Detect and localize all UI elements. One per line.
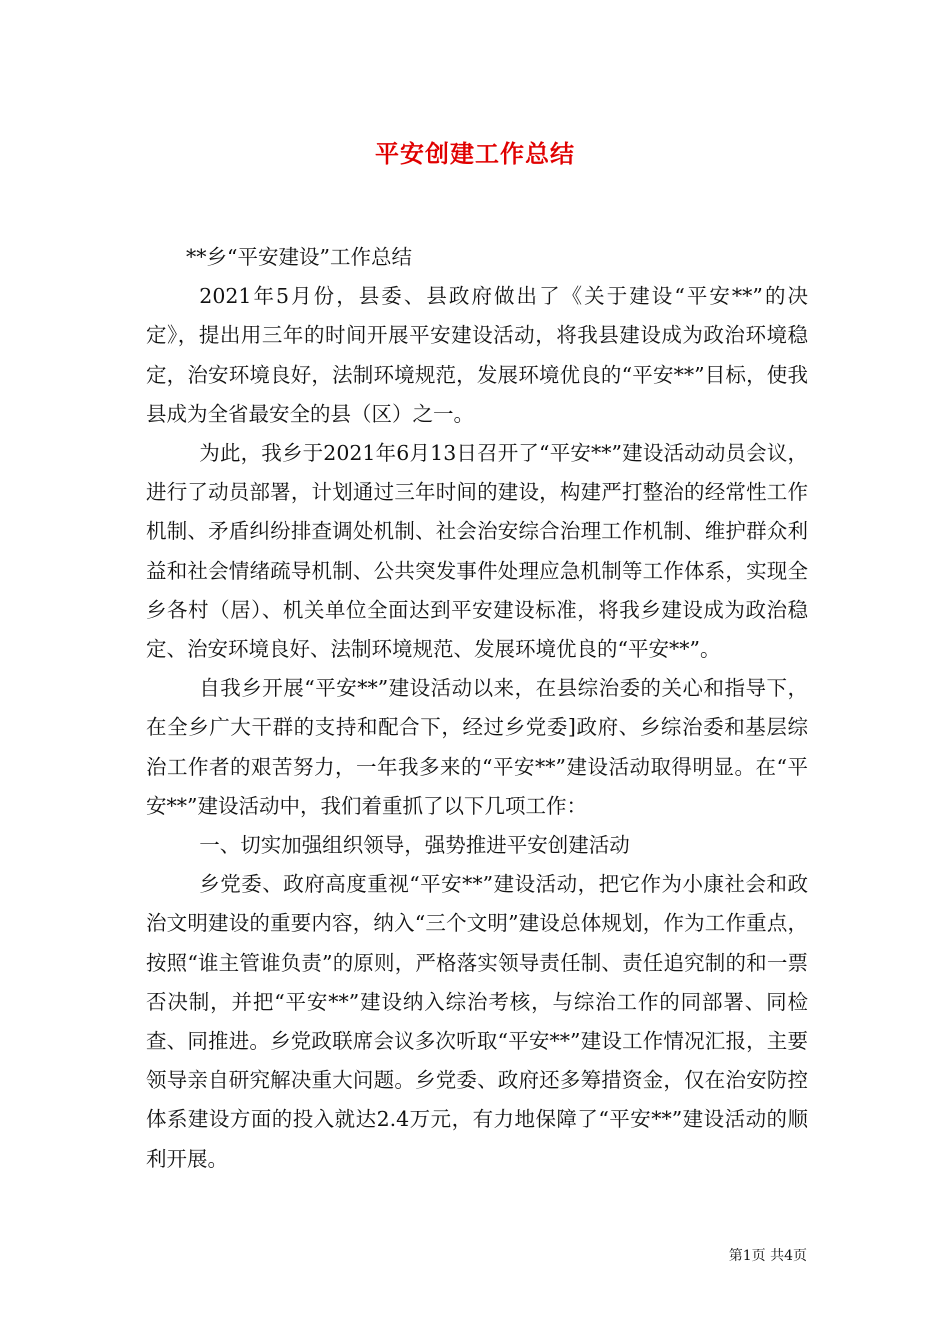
paragraph-progress: 自我乡开展“平安**”建设活动以来，在县综治委的关心和指导下，在全乡广大干群的支持和配合下，经过乡党委]政府、乡综治委和基层综治工作者的艰苦努力，一年我多来的“平安**”建设活动取得明显。在“平安**”建设活动中，我们着重抓了以下几项工作： [146,676,808,818]
paragraph-meeting: 为此，我乡于2021年6月13日召开了“平安**”建设活动动员会议，进行了动员部署，计划通过三年时间的建设，构建严打整治的经常性工作机制、矛盾纠纷排查调处机制、社会治安综合治理工作机制、维护群众利益和社会情绪疏导机制、公共突发事件处理应急机制等工作体系，实现全乡各村（居）、机关单位全面达到平安建设标准，将我乡建设成为政治稳定、治安环境良好、法制环境规范、发展环境优良的“平安**”。 [146,441,808,662]
page-number-footer: 第1页 共4页 [728,1248,807,1264]
paragraph-intro: 2021年5月份，县委、县政府做出了《关于建设“平安**”的决定》，提出用三年的时间开展平安建设活动，将我县建设成为政治环境稳定，治安环境良好，法制环境规范，发展环境优良的“平安**”目标，使我县成为全省最安全的县（区）之一。 [146,284,808,426]
document-body [146,238,808,1179]
section-heading: 一、切实加强组织领导，强势推进平安创建活动 [199,833,630,858]
document-title: 平安创建工作总结 [375,139,575,168]
document-subtitle: **乡“平安建设”工作总结 [186,245,412,269]
section-paragraph: 乡党委、政府高度重视“平安**”建设活动，把它作为小康社会和政治文明建设的重要内容，纳入“三个文明”建设总体规划，作为工作重点，按照“谁主管谁负责”的原则，严格落实领导责任制、责任追究制的和一票否决制，并把“平安**”建设纳入综治考核，与综治工作的同部署、同检查、同推进。乡党政联席会议多次听取“平安**”建设工作情况汇报，主要领导亲自研究解决重大问题。乡党委、政府还多筹措资金，仅在治安防控体系建设方面的投入就达2.4万元，有力地保障了“平安**”建设活动的顺利开展。 [146,872,808,1171]
